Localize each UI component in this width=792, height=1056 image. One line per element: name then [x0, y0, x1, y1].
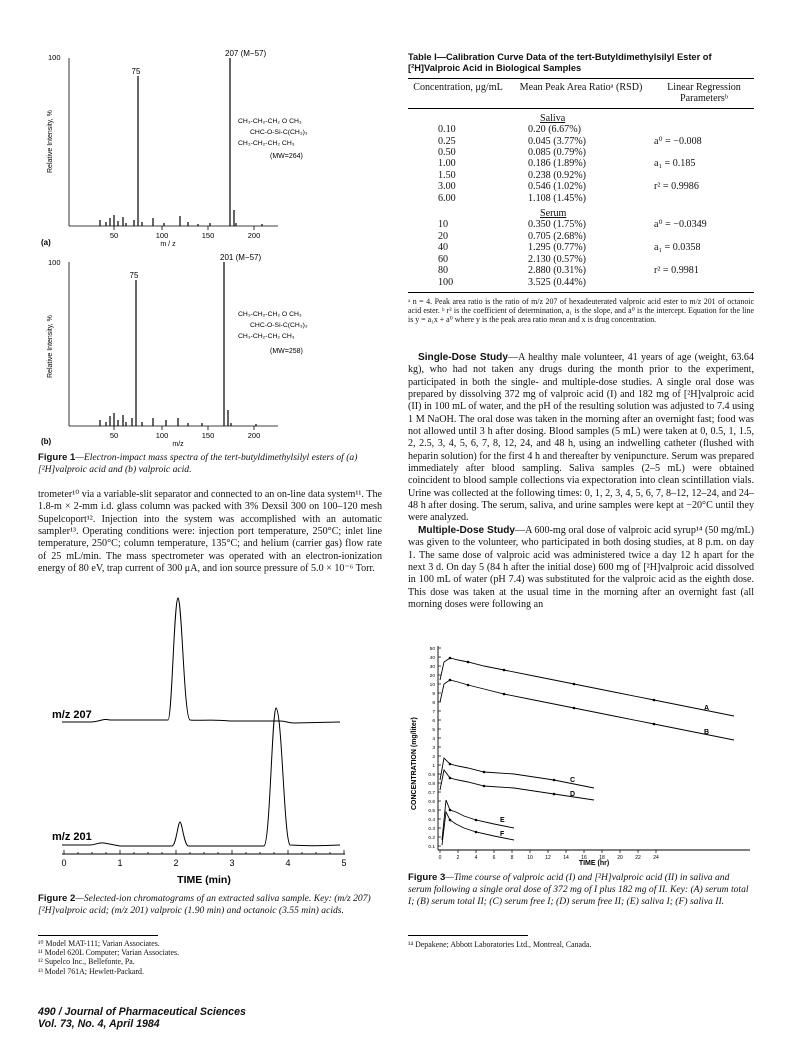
page-footer [38, 1006, 246, 1030]
panel-a-peak-207: 207 (M−57) [225, 49, 267, 58]
cell-ratio: 3.525 (0.44%) [528, 276, 587, 288]
table-row [408, 170, 754, 181]
cell-ratio: 1.108 (1.45%) [528, 192, 587, 204]
figure-3-caption [408, 872, 754, 907]
multiple-dose-paragraph [408, 525, 754, 611]
multiple-dose-text: —A 600-mg oral dose of valproic acid syrup¹⁴ (50 mg/mL) was given to the volunteer, who participated in both dosing studies, at 8 p.m. on day 1. The same dose of valproic acid was administered twice a day 12 h apart for the next 3 d. On day 5 (84 h after the initial dose) 600 mg of [²H]valproic acid dissolved in 100 mL of water (pH 7.4) was substituted for the valproic acid as the eighth dose. This dose was taken at the usual time in the morning after an overnight fast (all morning doses were following an [408, 524, 755, 610]
fig3-ytick: 0.1 [428, 845, 435, 850]
fig3-ytick: 2 [432, 755, 435, 760]
cell-ratio: 2.880 (0.31%) [528, 265, 587, 277]
fig3-ytick: 20 [429, 674, 435, 679]
curve-label-E: E [500, 817, 505, 824]
fig3-xtick: 6 [492, 855, 496, 861]
trace-mz-207 [62, 598, 340, 723]
table-1-serum-rows [408, 219, 754, 287]
figure-3-caption-text: —Time course of valproic acid (I) and [²H]valproic acid (II) in saliva and serum following a single oral dose of 372 mg of I plus 182 mg of II. Key: (A) serum total I; (B) serum total II; (C) serum free I; (D) serum free II; (E) saliva I; (F) saliva II. [408, 872, 749, 907]
fig3-xtick: 20 [617, 855, 623, 861]
cell-ratio: 2.130 (0.57%) [528, 253, 587, 265]
cell-ratio: 0.350 (1.75%) [528, 219, 587, 231]
fig3-xtick: 14 [563, 855, 569, 861]
cell-concentration: 10 [438, 219, 449, 231]
table-1-body [408, 109, 754, 288]
fig3-xtick: 0 [438, 855, 442, 861]
fig3-xtick: 18 [599, 855, 605, 861]
fig2-xtick: 4 [285, 858, 291, 868]
panel-a-xlabel: m / z [160, 241, 176, 248]
figure-2-caption [38, 893, 382, 917]
footer-journal: 490 / Journal of Pharmaceutical Sciences [38, 1006, 246, 1018]
cell-concentration: 20 [438, 230, 449, 242]
figure-1-spectra [38, 48, 358, 450]
table-row [408, 136, 754, 147]
fig3-xtick: 12 [545, 855, 551, 861]
fig2-xtick: 0 [61, 858, 67, 868]
fig3-ytick: 7 [432, 710, 435, 715]
cell-regression: a⁰ = −0.0349 [654, 219, 707, 231]
left-footnotes [38, 939, 382, 976]
panel-b-peak-75: 75 [129, 271, 139, 280]
cell-concentration: 0.50 [438, 147, 456, 159]
cell-ratio: 0.186 (1.89%) [528, 158, 587, 170]
fig3-ytick: 0.5 [428, 809, 435, 814]
trace-mz-201 [62, 708, 340, 846]
cell-concentration: 3.00 [438, 181, 456, 193]
fig3-ytick: 0.3 [428, 827, 435, 832]
panel-b-xlabel: m/z [172, 441, 184, 448]
cell-ratio: 0.238 (0.92%) [528, 169, 587, 181]
panel-b-xtick: 100 [155, 431, 169, 440]
cell-regression [638, 147, 754, 158]
cell-regression [638, 124, 754, 135]
fig3-ytick: 0.6 [428, 800, 435, 805]
table-1-footnote: ᵃ n = 4. Peak area ratio is the ratio of m/z 207 of hexadeuterated valproic acid ester to m/z 201 of octanoic acid ester. ᵇ r² is the coefficient of determination, a₁ is the slope, and a⁰ is the intercept. Equation for the line is y = a₁x + a⁰ where y is the peak area ratio mean and x is drug concentration. [408, 296, 754, 325]
footnote-11: ¹¹ Model 620L Computer; Varian Associates. [38, 948, 180, 958]
table-1-saliva-rows [408, 124, 754, 204]
panel-b-peak-201: 201 (M−57) [220, 253, 262, 262]
right-footnote-rule [408, 935, 528, 936]
table-row [408, 231, 754, 242]
panel-b-xtick: 50 [109, 431, 119, 440]
fig3-ytick: 0.4 [428, 818, 435, 823]
multiple-dose-heading: Multiple-Dose Study [418, 524, 516, 536]
cell-concentration: 80 [438, 265, 449, 277]
cell-regression [638, 231, 754, 242]
figure-2-chromatogram [50, 590, 380, 890]
fig3-ytick: 10 [429, 683, 435, 688]
table-1-serum-label: Serum [540, 208, 567, 220]
single-dose-paragraph [408, 352, 754, 525]
cell-regression [638, 193, 754, 204]
cell-regression: r² = 0.9986 [654, 181, 699, 193]
fig3-ytick: 50 [429, 647, 435, 652]
fig3-ytick: 5 [432, 728, 435, 733]
fig3-xtick: 16 [581, 855, 587, 861]
panel-b-struct-line: CH₃-CH₂-CH₂ CH₃ [238, 333, 295, 340]
fig3-ytick: 6 [432, 719, 435, 724]
table-1-col-regression: Linear Regression Parametersᵇ [667, 82, 741, 105]
cell-concentration: 6.00 [438, 192, 456, 204]
panel-b-struct-line: CH₃-CH₂-CH₂ O CH₃ [238, 311, 302, 318]
table-row [408, 219, 754, 230]
fig3-ytick: 1 [432, 764, 435, 769]
fig3-xtick: 4 [474, 855, 478, 861]
cell-regression [638, 170, 754, 181]
curve-A [440, 658, 734, 716]
fig2-xtick: 5 [341, 858, 347, 868]
fig3-ytick: 0.7 [428, 791, 435, 796]
single-dose-text: —A healthy male volunteer, 41 years of age (weight, 63.64 kg), who had not taken any drugs during the month prior to the experiment, participated in both the single- and multiple-dose studies. A single oral dose was prepared by dissolving 372 mg of valproic acid (I) and 182 mg of [²H]valproic acid (II) in 100 mL of water, and the pH of the resulting solution was adjusted to 7.4 using 1 M NaOH. The oral dose was taken in the morning after an overnight fast; food was not allowed until 3 h after dosing. Blood samples (5 mL) were taken at 0, 0.5, 1, 1.5, 2, 2.5, 3, 4, 5, 6, 7, 8, 12, 24, and 48 h, using an indwelling catheter (flushed with heparin solution) for the first 4 h and thereafter by venipuncture. Serum was prepared immediately after blood sampling. Saliva samples (2–5 mL) were obtained coincident to blood sample collections via expectoration into clean scintillation vials. Urine was collected at the following times: 0, 1, 2, 3, 4, 5, 6, 7, 8–12, 12–24, and 24–48 h after dosing. The serum, saliva, and urine samples were kept at −20°C until they were analyzed. [408, 352, 754, 524]
figure-1-caption-text: —Electron-impact mass spectra of the tert-butyldimethylsilyl esters of (a) [²H]valproic acid and (b) valproic acid. [38, 452, 358, 475]
curve-label-F: F [500, 831, 505, 838]
cell-regression: a₁ = 0.0358 [654, 242, 701, 254]
panel-b-label: (b) [41, 437, 52, 446]
fig3-ytick: 0.9 [428, 773, 435, 778]
right-body-text [408, 352, 754, 611]
trace-label-207: m/z 207 [52, 709, 92, 721]
fig2-xtick: 2 [173, 858, 179, 868]
table-1-title: Table I—Calibration Curve Data of the tert-Butyldimethylsilyl Ester of [²H]Valproic Acid in Biological Samples [408, 52, 712, 73]
cell-ratio: 1.295 (0.77%) [528, 242, 587, 254]
panel-b-xtick: 150 [201, 431, 215, 440]
fig2-xtick: 1 [117, 858, 123, 868]
trace-label-201: m/z 201 [52, 831, 92, 843]
panel-a-struct-line: CH₃-CH₂-CH₂ CH₃ [238, 140, 295, 147]
cell-regression: a⁰ = −0.008 [654, 135, 702, 147]
cell-concentration: 40 [438, 242, 449, 254]
table-row [408, 254, 754, 265]
panel-b-struct-line: CHC-O-Si-C(CH₃)₃ [250, 322, 308, 329]
table-row [408, 277, 754, 288]
spectrum-panel-a [41, 49, 308, 248]
footnote-rule [38, 935, 158, 936]
table-1-saliva-label: Saliva [540, 112, 566, 124]
cell-ratio: 0.085 (0.79%) [528, 147, 587, 159]
cell-concentration: 1.50 [438, 169, 456, 181]
footnote-12: ¹² Supelco Inc., Bellefonte, Pa. [38, 957, 135, 967]
left-body-paragraph: trometer¹⁰ via a variable-slit separator and connected to an on-line data system¹¹. The 1.8-m × 2-mm i.d. glass column was packed with 3% Dexsil 300 on 100–120 mesh Supelcoport¹². Injection into the system was accomplished with an automatic sampler¹³. Operating conditions were: injection port temperature, 250°C; inlet line temperature, 250°C; column temperature, 135°C; and helium (carrier gas) flow rate of 25 mL/min. The mass spectrometer was operated with an electron-ionization energy of 80 eV, trap current of 300 μA, and ion source pressure of 5.0 × 10⁻⁶ Torr. [38, 489, 382, 575]
table-row [408, 242, 754, 253]
table-1-col-concentration: Concentration, μg/mL [413, 82, 503, 93]
fig3-xlabel: TIME (hr) [578, 860, 610, 867]
cell-regression: r² = 0.9981 [654, 265, 699, 277]
table-row [408, 181, 754, 192]
fig3-xtick: 2 [456, 855, 460, 861]
fig3-ytick: 9 [432, 692, 435, 697]
fig3-xtick: 10 [527, 855, 533, 861]
figure-1-caption [38, 452, 382, 476]
cell-concentration: 0.25 [438, 135, 456, 147]
curve-B [440, 680, 734, 740]
panel-b-ylabel: Relative Intensity, % [47, 315, 54, 378]
fig3-ytick: 40 [429, 656, 435, 661]
panel-a-xtick: 100 [155, 231, 169, 240]
cell-ratio: 0.045 (3.77%) [528, 135, 587, 147]
curve-label-A: A [704, 705, 710, 712]
table-1-header [408, 79, 754, 108]
cell-regression [638, 277, 754, 288]
spectrum-panel-b [41, 253, 308, 448]
cell-ratio: 0.705 (2.68%) [528, 230, 587, 242]
panel-a-mw: (MW=264) [270, 153, 303, 160]
fig2-xlabel: TIME (min) [177, 874, 231, 886]
cell-regression: a₁ = 0.185 [654, 158, 696, 170]
fig2-xtick: 3 [229, 858, 235, 868]
single-dose-heading: Single-Dose Study [418, 352, 508, 363]
table-row [408, 158, 754, 169]
fig3-ytick: 3 [432, 746, 435, 751]
cell-concentration: 100 [438, 276, 454, 288]
panel-b-ytick: 100 [48, 258, 61, 267]
fig3-ytick: 30 [429, 665, 435, 670]
cell-concentration: 1.00 [438, 158, 456, 170]
table-1 [408, 52, 754, 325]
fig3-ytick: 0.2 [428, 836, 435, 841]
figure-2-caption-text: —Selected-ion chromatograms of an extracted saliva sample. Key: (m/z 207) [²H]valproic acid; (m/z 201) valproic (1.90 min) and octanoic (3.55 min) acids. [38, 893, 371, 916]
panel-a-ylabel: Relative Intensity, % [47, 110, 54, 173]
table-row [408, 265, 754, 276]
footnote-10: ¹⁰ Model MAT-111; Varian Associates. [38, 939, 160, 948]
figure-2-caption-label: Figure 2 [38, 893, 76, 904]
footnote-13: ¹³ Model 761A; Hewlett-Packard. [38, 966, 144, 976]
fig3-xtick: 8 [510, 855, 514, 861]
panel-a-peak-75: 75 [131, 67, 141, 76]
cell-concentration: 0.10 [438, 124, 456, 136]
table-row [408, 193, 754, 204]
curve-label-B: B [704, 729, 710, 736]
figure-3-caption-label: Figure 3 [408, 872, 446, 883]
right-footnote: ¹⁴ Depakene; Abbott Laboratories Ltd., Montreal, Canada. [408, 940, 592, 949]
table-1-col-ratio: Mean Peak Area Ratioᵃ (RSD) [519, 82, 643, 93]
fig3-xtick: 22 [635, 855, 641, 861]
panel-a-struct-line: CHC-O-Si-C(CH₃)₃ [250, 129, 308, 136]
panel-b-mw: (MW=258) [270, 348, 303, 355]
panel-a-xtick: 200 [247, 231, 261, 240]
fig3-ytick: 0.8 [428, 782, 435, 787]
curve-label-D: D [570, 791, 576, 798]
panel-a-struct-line: CH₃-CH₂-CH₂ O CH₃ [238, 118, 302, 125]
cell-ratio: 0.20 (6.67%) [528, 124, 581, 136]
left-body-text [38, 489, 382, 575]
curve-label-C: C [570, 777, 576, 784]
fig3-ytick: 4 [432, 737, 435, 742]
fig3-ylabel: CONCENTRATION (mg/liter) [411, 717, 418, 810]
cell-ratio: 0.546 (1.02%) [528, 181, 587, 193]
footer-volume: Vol. 73, No. 4, April 1984 [38, 1018, 160, 1030]
fig3-xtick: 24 [653, 855, 659, 861]
panel-a-label: (a) [41, 238, 51, 247]
panel-a-ytick: 100 [48, 53, 61, 62]
cell-concentration: 60 [438, 253, 449, 265]
table-row [408, 147, 754, 158]
fig3-ytick: 8 [432, 701, 435, 706]
panel-b-xtick: 200 [247, 431, 261, 440]
figure-1-caption-label: Figure 1 [38, 452, 76, 463]
panel-a-xtick: 150 [201, 231, 215, 240]
table-row [408, 124, 754, 135]
cell-regression [638, 254, 754, 265]
panel-a-xtick: 50 [109, 231, 119, 240]
figure-3-time-course [404, 640, 756, 868]
